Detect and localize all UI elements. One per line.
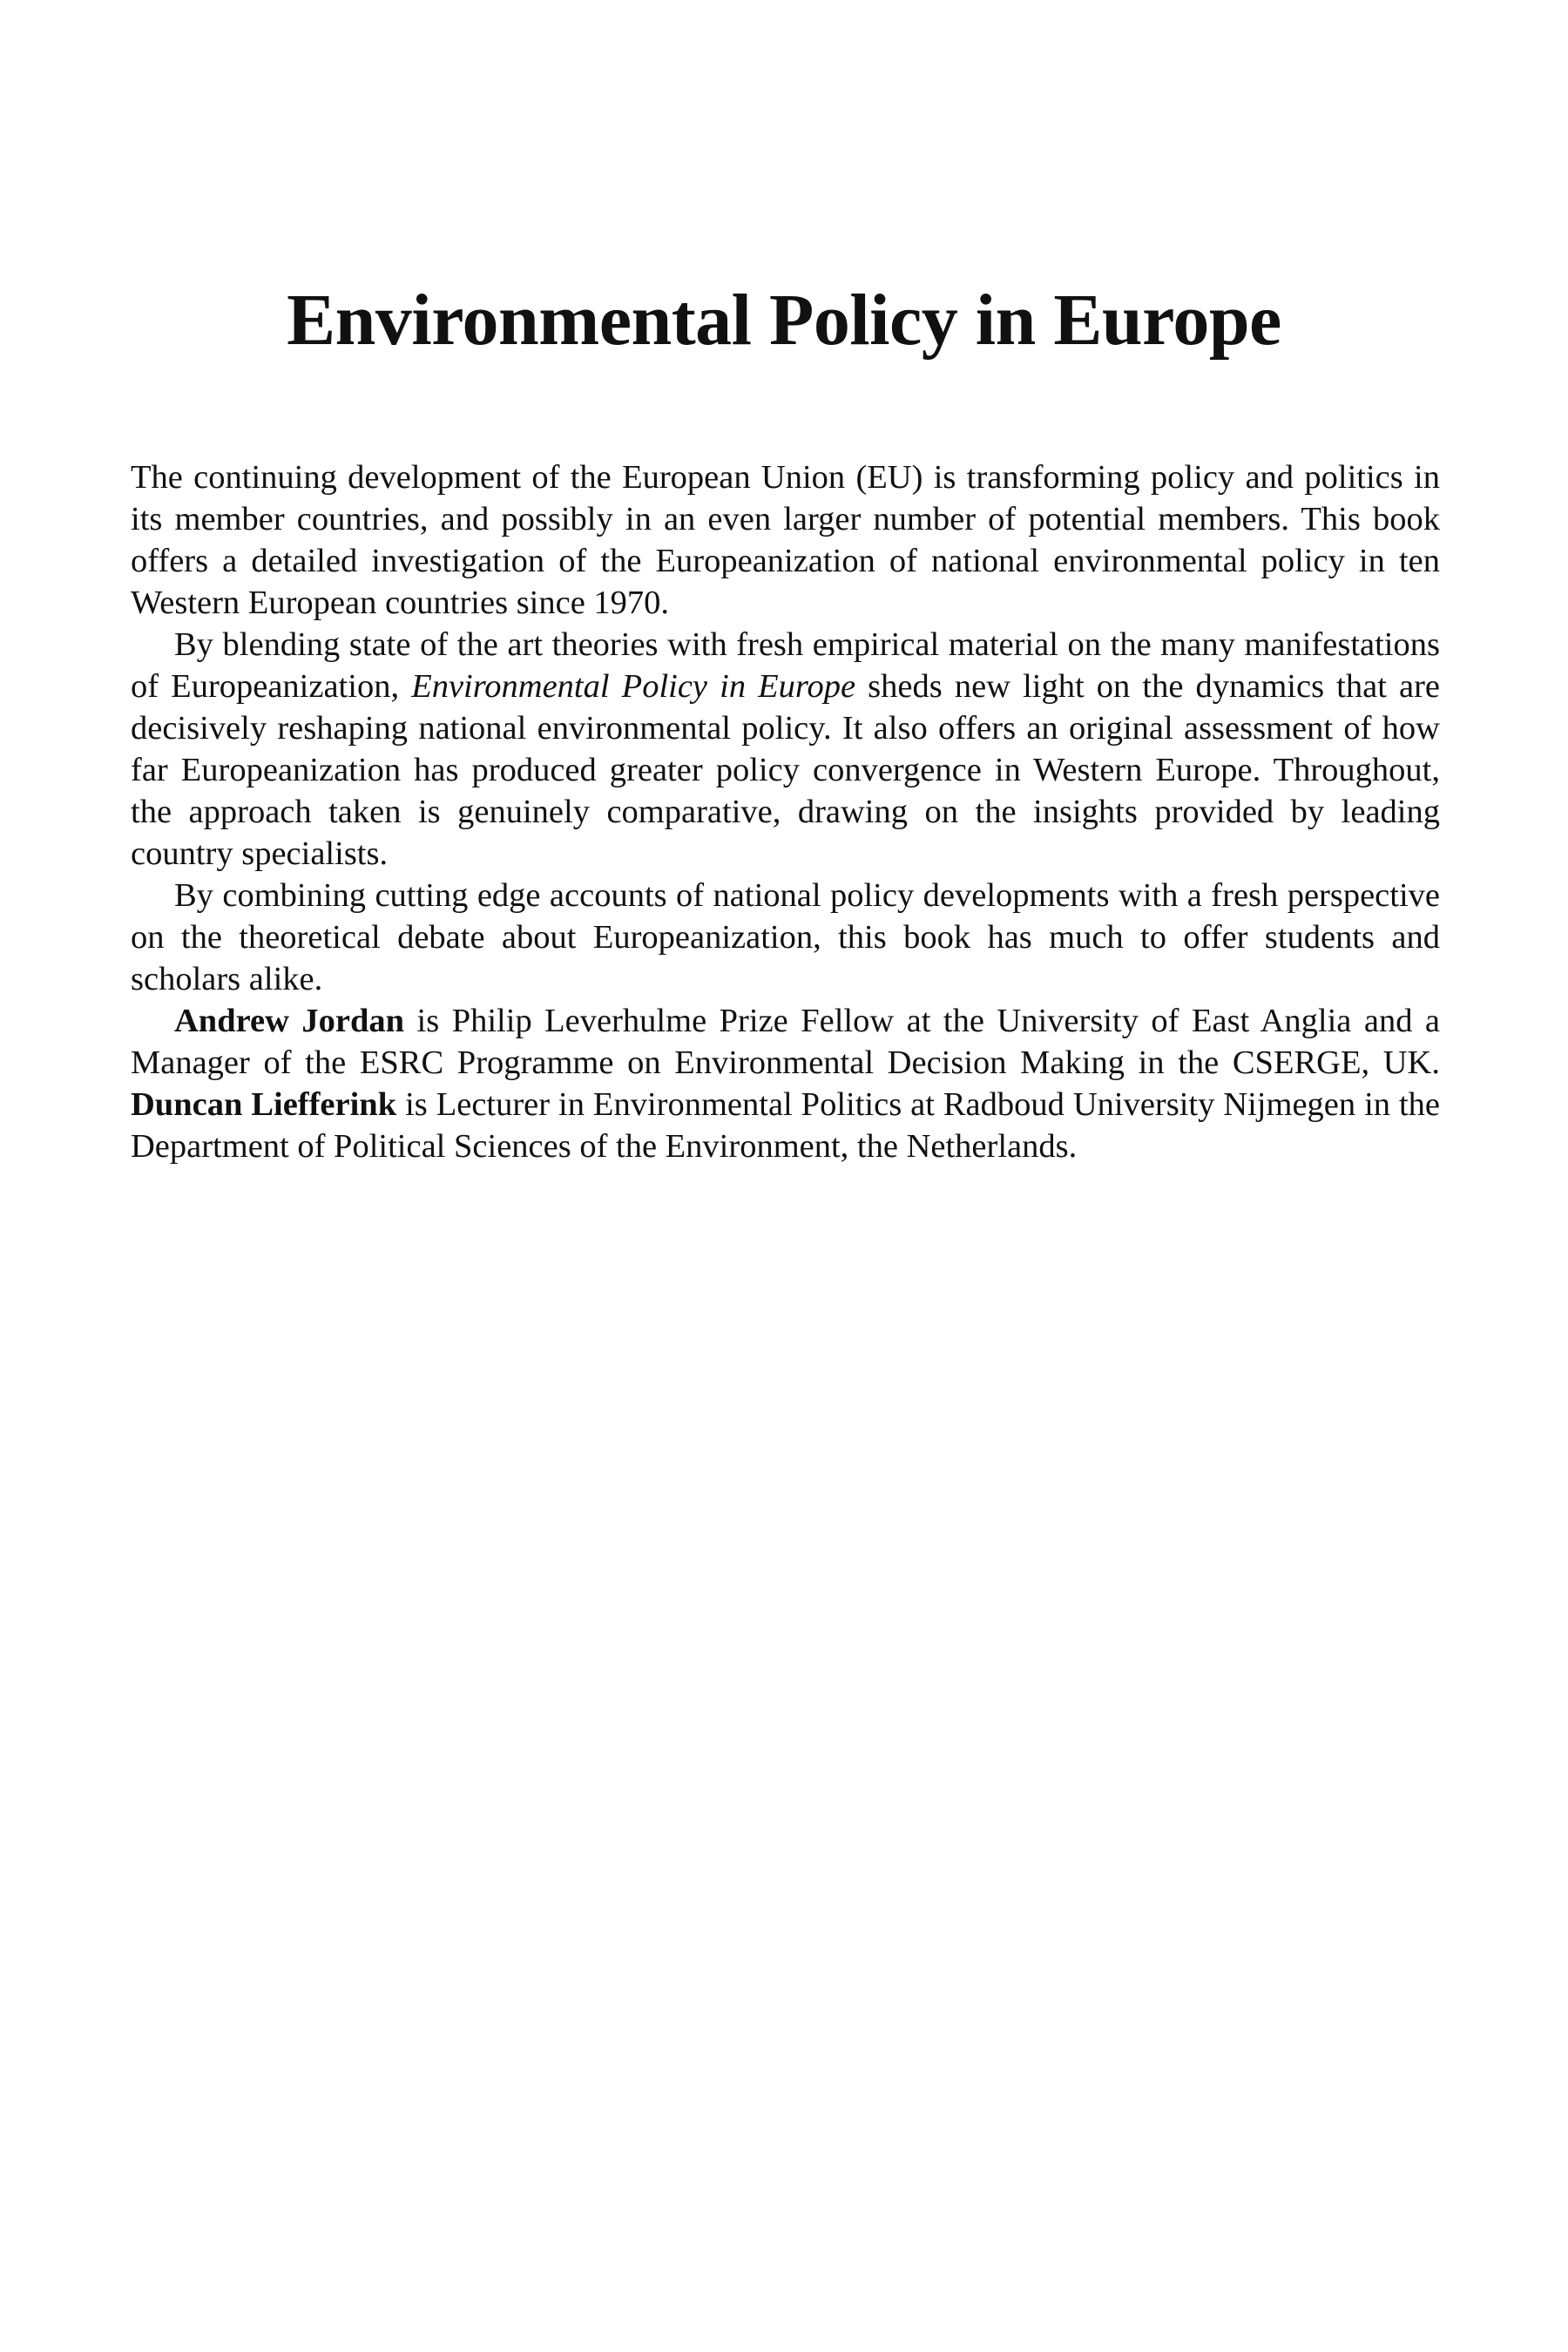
paragraph-approach bbox=[131, 624, 1440, 875]
book-description bbox=[131, 456, 1440, 1167]
author-bio-jordan: is Philip Leverhulme Prize Fellow at the University of East Anglia and a Manager of the ESRC Programme on Environmental Decision Making in the CSERGE, UK. bbox=[131, 1003, 1441, 1081]
book-title-italic: Environmental Policy in Europe bbox=[411, 668, 856, 705]
paragraph-approach-text-start: By blending state of the art theories with fresh empirical material on the many manifestations of Europeanization, bbox=[131, 626, 1440, 705]
author-bio-liefferink: is Lecturer in Environmental Politics at Radboud University Nijmegen in the Department of Political Sciences of the Environment, the Netherlands. bbox=[131, 1086, 1441, 1165]
paragraph-audience-text: By combining cutting edge accounts of national policy developments with a fresh perspective on the theoretical debate about Europeanization, this book has much to offer students and scholars alike. bbox=[131, 877, 1440, 997]
book-title: Environmental Policy in Europe bbox=[287, 280, 1281, 361]
paragraph-authors bbox=[131, 1000, 1440, 1167]
author-name-liefferink: Duncan Liefferink bbox=[131, 1086, 397, 1123]
paragraph-intro-text: The continuing development of the European Union (EU) is transforming policy and politics in its member countries, and possibly in an even larger number of potential members. This book offers a detailed investigation of the Europeanization of national environmental policy in ten Western European countries since 1970. bbox=[131, 459, 1440, 621]
paragraph-intro bbox=[131, 456, 1440, 624]
author-name-jordan: Andrew Jordan bbox=[174, 1003, 405, 1039]
paragraph-approach-text-end: sheds new light on the dynamics that are decisively reshaping national environmental policy. It also offers an original assessment of how far Europeanization has produced greater policy convergence in Western Europe. Throughout, the approach taken is genuinely comparative, drawing on the insights provided by leading country specialists. bbox=[131, 668, 1440, 872]
paragraph-audience bbox=[131, 875, 1440, 1000]
